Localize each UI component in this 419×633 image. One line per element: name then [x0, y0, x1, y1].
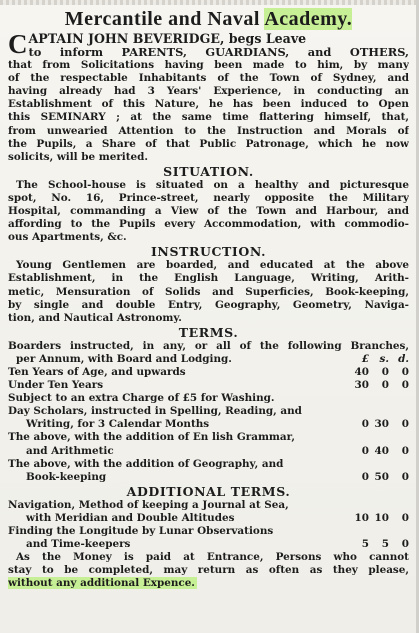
price-values: [351, 538, 409, 551]
price-values: [351, 445, 409, 458]
price-shillings: 50: [374, 470, 389, 483]
price-pounds: 10: [354, 511, 369, 524]
intro-first-line: APTAIN JOHN BEVERIDGE, begs Leave: [28, 31, 307, 46]
situation-line: Hospital, commanding a View of the Town and Harbour, and: [8, 205, 409, 218]
price-values: [351, 366, 409, 379]
instruction-line: tion, and Nautical Astronomy.: [8, 311, 182, 324]
closing-last-line: [8, 577, 409, 590]
price-row: [8, 405, 409, 418]
instruction-line: metic, Mensuration of Solids and Superficies, Book-keeping,: [8, 285, 409, 298]
price-pounds: 40: [354, 365, 369, 378]
drop-cap: C: [8, 29, 28, 59]
intro-line: that from Solicitations having been made to him, by many: [8, 59, 409, 72]
price-row: [8, 445, 409, 458]
price-row: [8, 471, 409, 484]
price-values: [351, 512, 409, 525]
price-row-label: Navigation, Method of keeping a Journal at Sea,: [8, 498, 289, 511]
intro-paragraph: [8, 29, 409, 164]
price-row-label: and Time-keepers: [26, 538, 131, 551]
price-row: [8, 538, 409, 551]
intro-line: of the respectable Inhabitants of the Town of Sydney, and: [8, 72, 409, 85]
price-row: [8, 499, 409, 512]
price-row-label: Writing, for 3 Calendar Months: [26, 418, 210, 431]
price-row: [8, 366, 409, 379]
price-row-label: with Meridian and Double Altitudes: [26, 511, 235, 524]
terms-intro-line: per Annum, with Board and Lodging.: [16, 352, 232, 365]
price-pence: 0: [401, 379, 409, 392]
price-pence: 0: [401, 418, 409, 431]
situation-paragraph: [8, 179, 409, 244]
terms-title: TERMS.: [178, 324, 239, 340]
price-pounds: 0: [361, 470, 369, 483]
terms-section: [8, 340, 409, 484]
price-shillings: 40: [374, 444, 389, 457]
price-pounds: 0: [361, 418, 369, 431]
price-shillings: 30: [374, 418, 389, 431]
intro-line: Establishment of this Nature, he has been induced to Open: [8, 98, 409, 111]
price-pence: 0: [401, 538, 409, 551]
additional-terms-title: ADDITIONAL TERMS.: [126, 483, 291, 499]
price-pence: 0: [401, 470, 409, 483]
price-values: [351, 471, 409, 484]
closing-line: As the Money is paid at Entrance, Persons who cannot: [16, 551, 409, 564]
intro-line: solicits, will be merited.: [8, 150, 149, 163]
terms-header-row: [8, 353, 409, 366]
closing-highlight: without any additional Expence.: [8, 577, 195, 590]
intro-line: from unwearied Attention to the Instruction and Morals of: [8, 124, 409, 137]
price-row-label: Under Ten Years: [8, 379, 104, 392]
currency-header: [351, 353, 409, 366]
price-row: [8, 512, 409, 525]
instruction-title: INSTRUCTION.: [150, 244, 267, 260]
terms-intro-line: Boarders instructed, in any, or all of the following Branches,: [8, 339, 409, 352]
situation-line: affording to the Pupils every Accommodation, with commodio-: [8, 218, 409, 231]
advert-heading: [8, 8, 409, 30]
instruction-line: by single and double Entry, Geography, Geometry, Naviga-: [8, 298, 409, 311]
price-row-label: Ten Years of Age, and upwards: [8, 365, 186, 378]
instruction-paragraph: [8, 259, 409, 324]
price-shillings: 0: [381, 365, 389, 378]
price-row: [8, 431, 409, 444]
price-values: [351, 379, 409, 392]
price-pence: 0: [401, 511, 409, 524]
price-pounds: 5: [361, 538, 369, 551]
price-row-label: The above, with the addition of En lish Grammar,: [8, 431, 295, 444]
intro-line: the Pupils, a Share of that Public Patronage, which he now: [8, 137, 409, 150]
pence-header: d.: [398, 352, 409, 365]
price-row-label: and Arithmetic: [26, 444, 114, 457]
washing-note: [8, 392, 409, 405]
price-shillings: 5: [381, 538, 389, 551]
additional-terms-section: [8, 499, 409, 591]
heading-highlight: Academy.: [264, 8, 353, 30]
price-row: [8, 458, 409, 471]
situation-line: The School-house is situated on a healthy and picturesque: [16, 178, 409, 191]
heading-text: Mercantile and Naval: [64, 8, 265, 30]
price-row-label: Day Scholars, instructed in Spelling, Reading, and: [8, 405, 302, 418]
shillings-header: s.: [379, 352, 389, 365]
price-row: [8, 418, 409, 431]
torn-top-edge: [0, 0, 419, 5]
instruction-line: Young Gentlemen are boarded, and educated at the above: [16, 259, 409, 272]
price-row-label: Book-keeping: [26, 470, 107, 483]
price-values: [351, 418, 409, 431]
price-shillings: 10: [374, 511, 389, 524]
price-shillings: 0: [381, 379, 389, 392]
price-pence: 0: [401, 444, 409, 457]
intro-line: to inform PARENTS, GUARDIANS, and OTHERS,: [28, 46, 409, 59]
instruction-line: Establishment, in the English Language, Writing, Arith-: [8, 272, 409, 285]
washing-note-text: Subject to an extra Charge of £5 for Washing.: [8, 392, 275, 405]
price-pence: 0: [401, 365, 409, 378]
price-pounds: 0: [361, 444, 369, 457]
situation-line: spot, No. 16, Prince-street, nearly opposite the Military: [8, 191, 409, 204]
price-row-label: The above, with the addition of Geography, and: [8, 457, 284, 470]
price-row: [8, 525, 409, 538]
price-pounds: 30: [354, 379, 369, 392]
closing-line: stay to be completed, may return as often as they please,: [8, 564, 409, 577]
situation-title: SITUATION.: [163, 163, 254, 179]
intro-line: this SEMINARY ; at the same time flattering himself, that,: [8, 111, 409, 124]
pounds-header: £: [361, 352, 369, 365]
situation-line: ous Apartments, &c.: [8, 231, 127, 244]
intro-line: having already had 3 Years' Experience, in conducting an: [8, 85, 409, 98]
price-row-label: Finding the Longitude by Lunar Observations: [8, 525, 274, 537]
price-row: [8, 379, 409, 392]
